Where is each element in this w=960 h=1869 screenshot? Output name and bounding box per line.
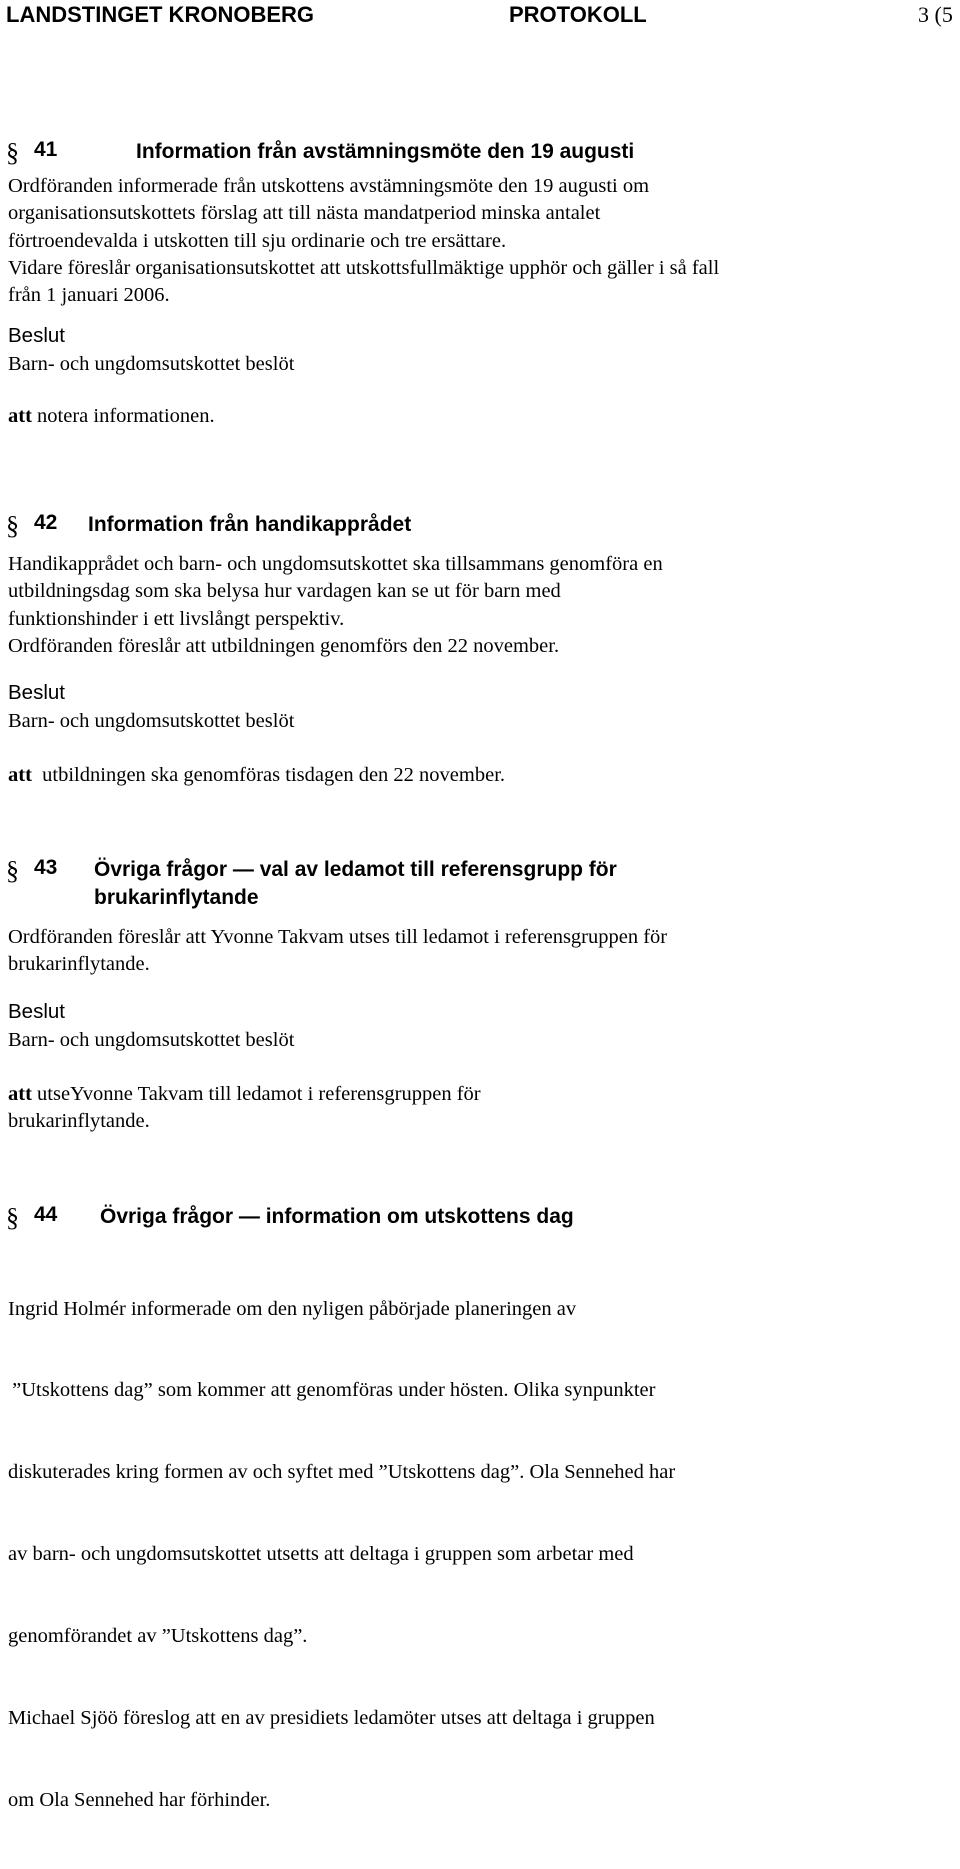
decision-line: [0, 403, 960, 430]
body-line: Vidare föreslår organisationsutskottet att utskottsfullmäktige upphör och gäller i så fall: [8, 256, 720, 279]
body-line: diskuterades kring formen av och syftet med ”Utskottens dag”. Ola Sennehed har: [8, 1461, 676, 1484]
body-line: organisationsutskottets förslag att till nästa mandatperiod minska antalet: [8, 202, 601, 225]
body-line: Ordföranden informerade från utskottens avstämningsmöte den 19 augusti om: [8, 175, 650, 197]
beslut-heading: Beslut: [8, 999, 65, 1023]
decided-by: Barn- och ungdomsutskottet beslöt: [8, 1028, 295, 1051]
section-title-line: Övriga frågor — val av ledamot till referensgrupp för: [94, 858, 617, 881]
body-line: ”Utskottens dag” som kommer att genomföras under hösten. Olika synpunkter: [8, 1379, 656, 1402]
section-title: [94, 856, 617, 912]
section-title: Information från handikapprådet: [88, 513, 412, 536]
section-number: 42: [34, 511, 58, 534]
body-line: från 1 januari 2006.: [8, 284, 170, 307]
section-title-line: brukarinflytande: [94, 886, 259, 909]
decision-line: [0, 1081, 960, 1108]
att-label: att: [8, 404, 32, 427]
body-line: Michael Sjöö föreslog att en av presidiets ledamöter utses att deltaga i gruppen: [8, 1707, 655, 1730]
body-line: förtroendevalda i utskotten till sju ordinarie och tre ersättare.: [8, 229, 507, 252]
section-number: 43: [34, 856, 58, 879]
decided-by: Barn- och ungdomsutskottet beslöt: [8, 353, 295, 376]
decision-line: [0, 762, 960, 789]
beslut-heading: Beslut: [8, 324, 65, 348]
section-title: Övriga frågor — information om utskottens dag: [100, 1205, 574, 1228]
section-44: [0, 1201, 960, 1869]
section-heading: [0, 136, 960, 166]
decision-text: notera informationen.: [31, 404, 215, 427]
body-line: Ordföranden föreslår att utbildningen genomförs den 22 november.: [8, 634, 560, 657]
section-body: [0, 924, 948, 979]
page-header: [0, 0, 960, 30]
decision-line-continued: brukarinflytande.: [8, 1110, 150, 1133]
section-43: [0, 854, 960, 1135]
beslut-heading: Beslut: [8, 681, 65, 705]
body-line: Ingrid Holmér informerade om den nyligen påbörjade planeringen av: [8, 1297, 577, 1320]
section-heading: [0, 509, 960, 539]
section-body: [0, 551, 948, 660]
body-line: Handikapprådet och barn- och ungdomsutskottet ska tillsammans genomföra en: [8, 553, 663, 575]
header-document-type: PROTOKOLL: [509, 2, 647, 27]
body-line: brukarinflytande.: [8, 953, 150, 976]
att-label: att: [8, 764, 32, 787]
header-organization: LANDSTINGET KRONOBERG: [6, 2, 314, 27]
att-label: att: [8, 1082, 32, 1105]
decision-text: utbildningen ska genomföras tisdagen den 22 november.: [31, 764, 506, 787]
body-line: av barn- och ungdomsutskottet utsetts att deltaga i gruppen som arbetar med: [8, 1543, 634, 1566]
paragraph-symbol: §: [6, 1203, 19, 1232]
header-page-number: 3 (5: [918, 2, 953, 27]
paragraph-symbol: §: [6, 138, 19, 167]
section-heading: [0, 1201, 960, 1231]
paragraph-symbol: §: [6, 511, 19, 540]
section-body: [0, 1241, 948, 1869]
body-line: genomförandet av ”Utskottens dag”.: [8, 1625, 308, 1648]
decided-by: Barn- och ungdomsutskottet beslöt: [8, 710, 295, 733]
section-42: [0, 509, 960, 790]
section-title: Information från avstämningsmöte den 19 augusti: [136, 140, 635, 163]
paragraph-symbol: §: [6, 856, 19, 885]
section-number: 41: [34, 138, 58, 161]
section-body: [0, 173, 948, 309]
body-line: utbildningsdag som ska belysa hur vardagen kan se ut för barn med: [8, 580, 561, 603]
section-number: 44: [34, 1203, 58, 1226]
body-line: Ordföranden föreslår att Yvonne Takvam utses till ledamot i referensgruppen för: [8, 926, 668, 948]
section-41: [0, 136, 960, 430]
body-line: funktionshinder i ett livslångt perspektiv.: [8, 607, 345, 630]
decision-text: utseYvonne Takvam till ledamot i referensgruppen för: [31, 1082, 481, 1105]
body-line: om Ola Sennehed har förhinder.: [8, 1788, 271, 1811]
section-heading: [0, 854, 960, 912]
